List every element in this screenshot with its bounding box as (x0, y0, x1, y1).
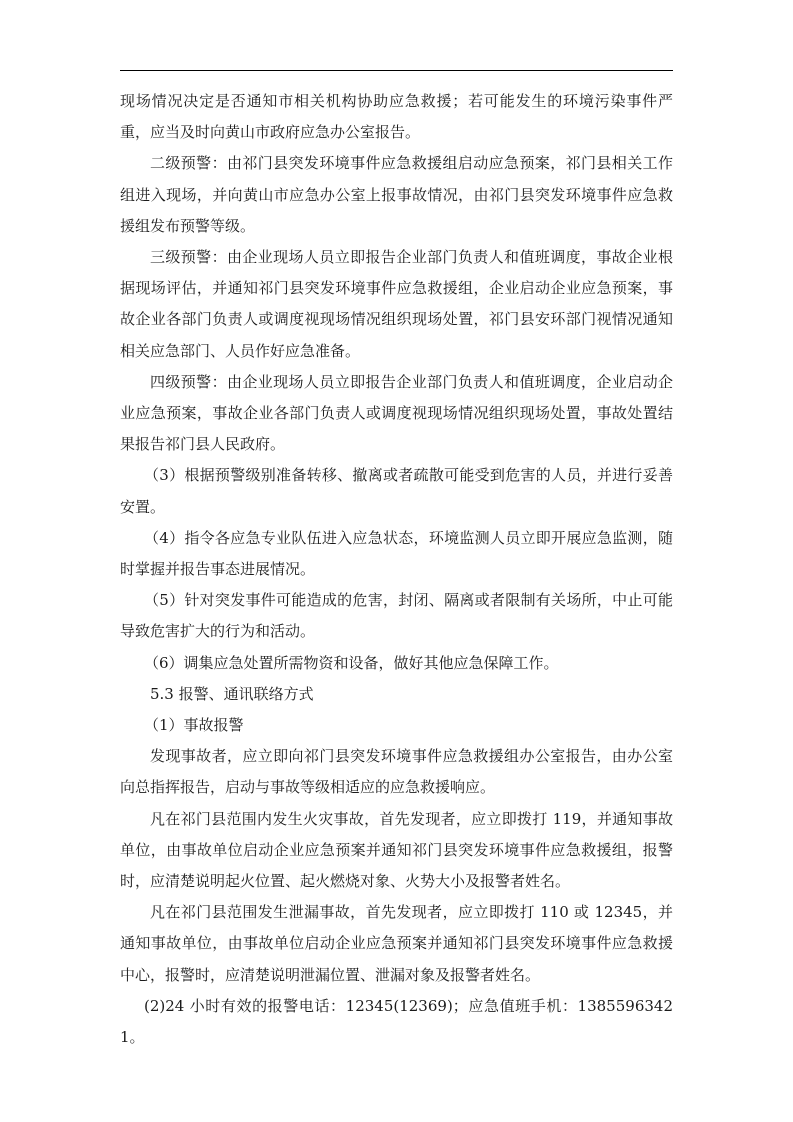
paragraph-level-3-warning: 三级预警：由企业现场人员立即报告企业部门负责人和值班调度，事故企业根据现场评估，并通知祁门县突发环境事件应急救援组，企业启动企业应急预案，事故企业各部门负责人或调度视现场情况组织现场处置，祁门县安环部门视情况通知相关应急部门、人员作好应急准备。 (120, 248, 673, 360)
header-rule (120, 70, 673, 71)
paragraph-item-6: （6）调集应急处置所需物资和设备，做好其他应急保障工作。 (144, 653, 559, 672)
paragraph-fire-accident: 凡在祁门县范围内发生火灾事故，首先发现者，应立即拨打 119，并通知事故单位，由事故单位启动企业应急预案并通知祁门县突发环境事件应急救援组，报警时，应清楚说明起火位置、起火燃烧对象、火势大小及报警者姓名。 (120, 809, 673, 891)
paragraph-level-4-warning: 四级预警：由企业现场人员立即报告企业部门负责人和值班调度，企业启动企业应急预案，事故企业各部门负责人或调度视现场情况组织现场处置，事故处置结果报告祁门县人民政府。 (120, 372, 673, 454)
document-body (120, 86, 673, 1053)
paragraph-leak-accident: 凡在祁门县范围发生泄漏事故，首先发现者，应立即拨打 110 或 12345，并通知事故单位，由事故单位启动企业应急预案并通知祁门县突发环境事件应急救援中心，报警时，应清楚说明泄漏位置、泄漏对象及报警者姓名。 (120, 903, 673, 984)
paragraph-continuation: 现场情况决定是否通知市相关机构协助应急救援；若可能发生的环境污染事件严重，应当及时向黄山市政府应急办公室报告。 (120, 92, 673, 142)
paragraph-item-5: （5）针对突发事件可能造成的危害，封闭、隔离或者限制有关场所，中止可能导致危害扩大的行为和活动。 (120, 591, 673, 641)
section-heading-5-3: 5.3 报警、通讯联络方式 (150, 684, 314, 703)
paragraph-level-2-warning: 二级预警：由祁门县突发环境事件应急救援组启动应急预案，祁门县相关工作组进入现场，并向黄山市应急办公室上报事故情况，由祁门县突发环境事件应急救援组发布预警等级。 (120, 154, 673, 235)
subheading-accident-alarm: （1）事故报警 (144, 716, 244, 735)
paragraph-item-4: （4）指令各应急专业队伍进入应急状态，环境监测人员立即开展应急监测，随时掌握并报告事态进展情况。 (120, 528, 673, 579)
paragraph-report-procedure: 发现事故者，应立即向祁门县突发环境事件应急救援组办公室报告，由办公室向总指挥报告，启动与事故等级相适应的应急救援响应。 (120, 747, 673, 797)
paragraph-item-3: （3）根据预警级别准备转移、撤离或者疏散可能受到危害的人员，并进行妥善安置。 (120, 466, 673, 516)
paragraph-hotline: (2)24 小时有效的报警电话：12345(12369)；应急值班手机：13855963421。 (120, 996, 673, 1047)
